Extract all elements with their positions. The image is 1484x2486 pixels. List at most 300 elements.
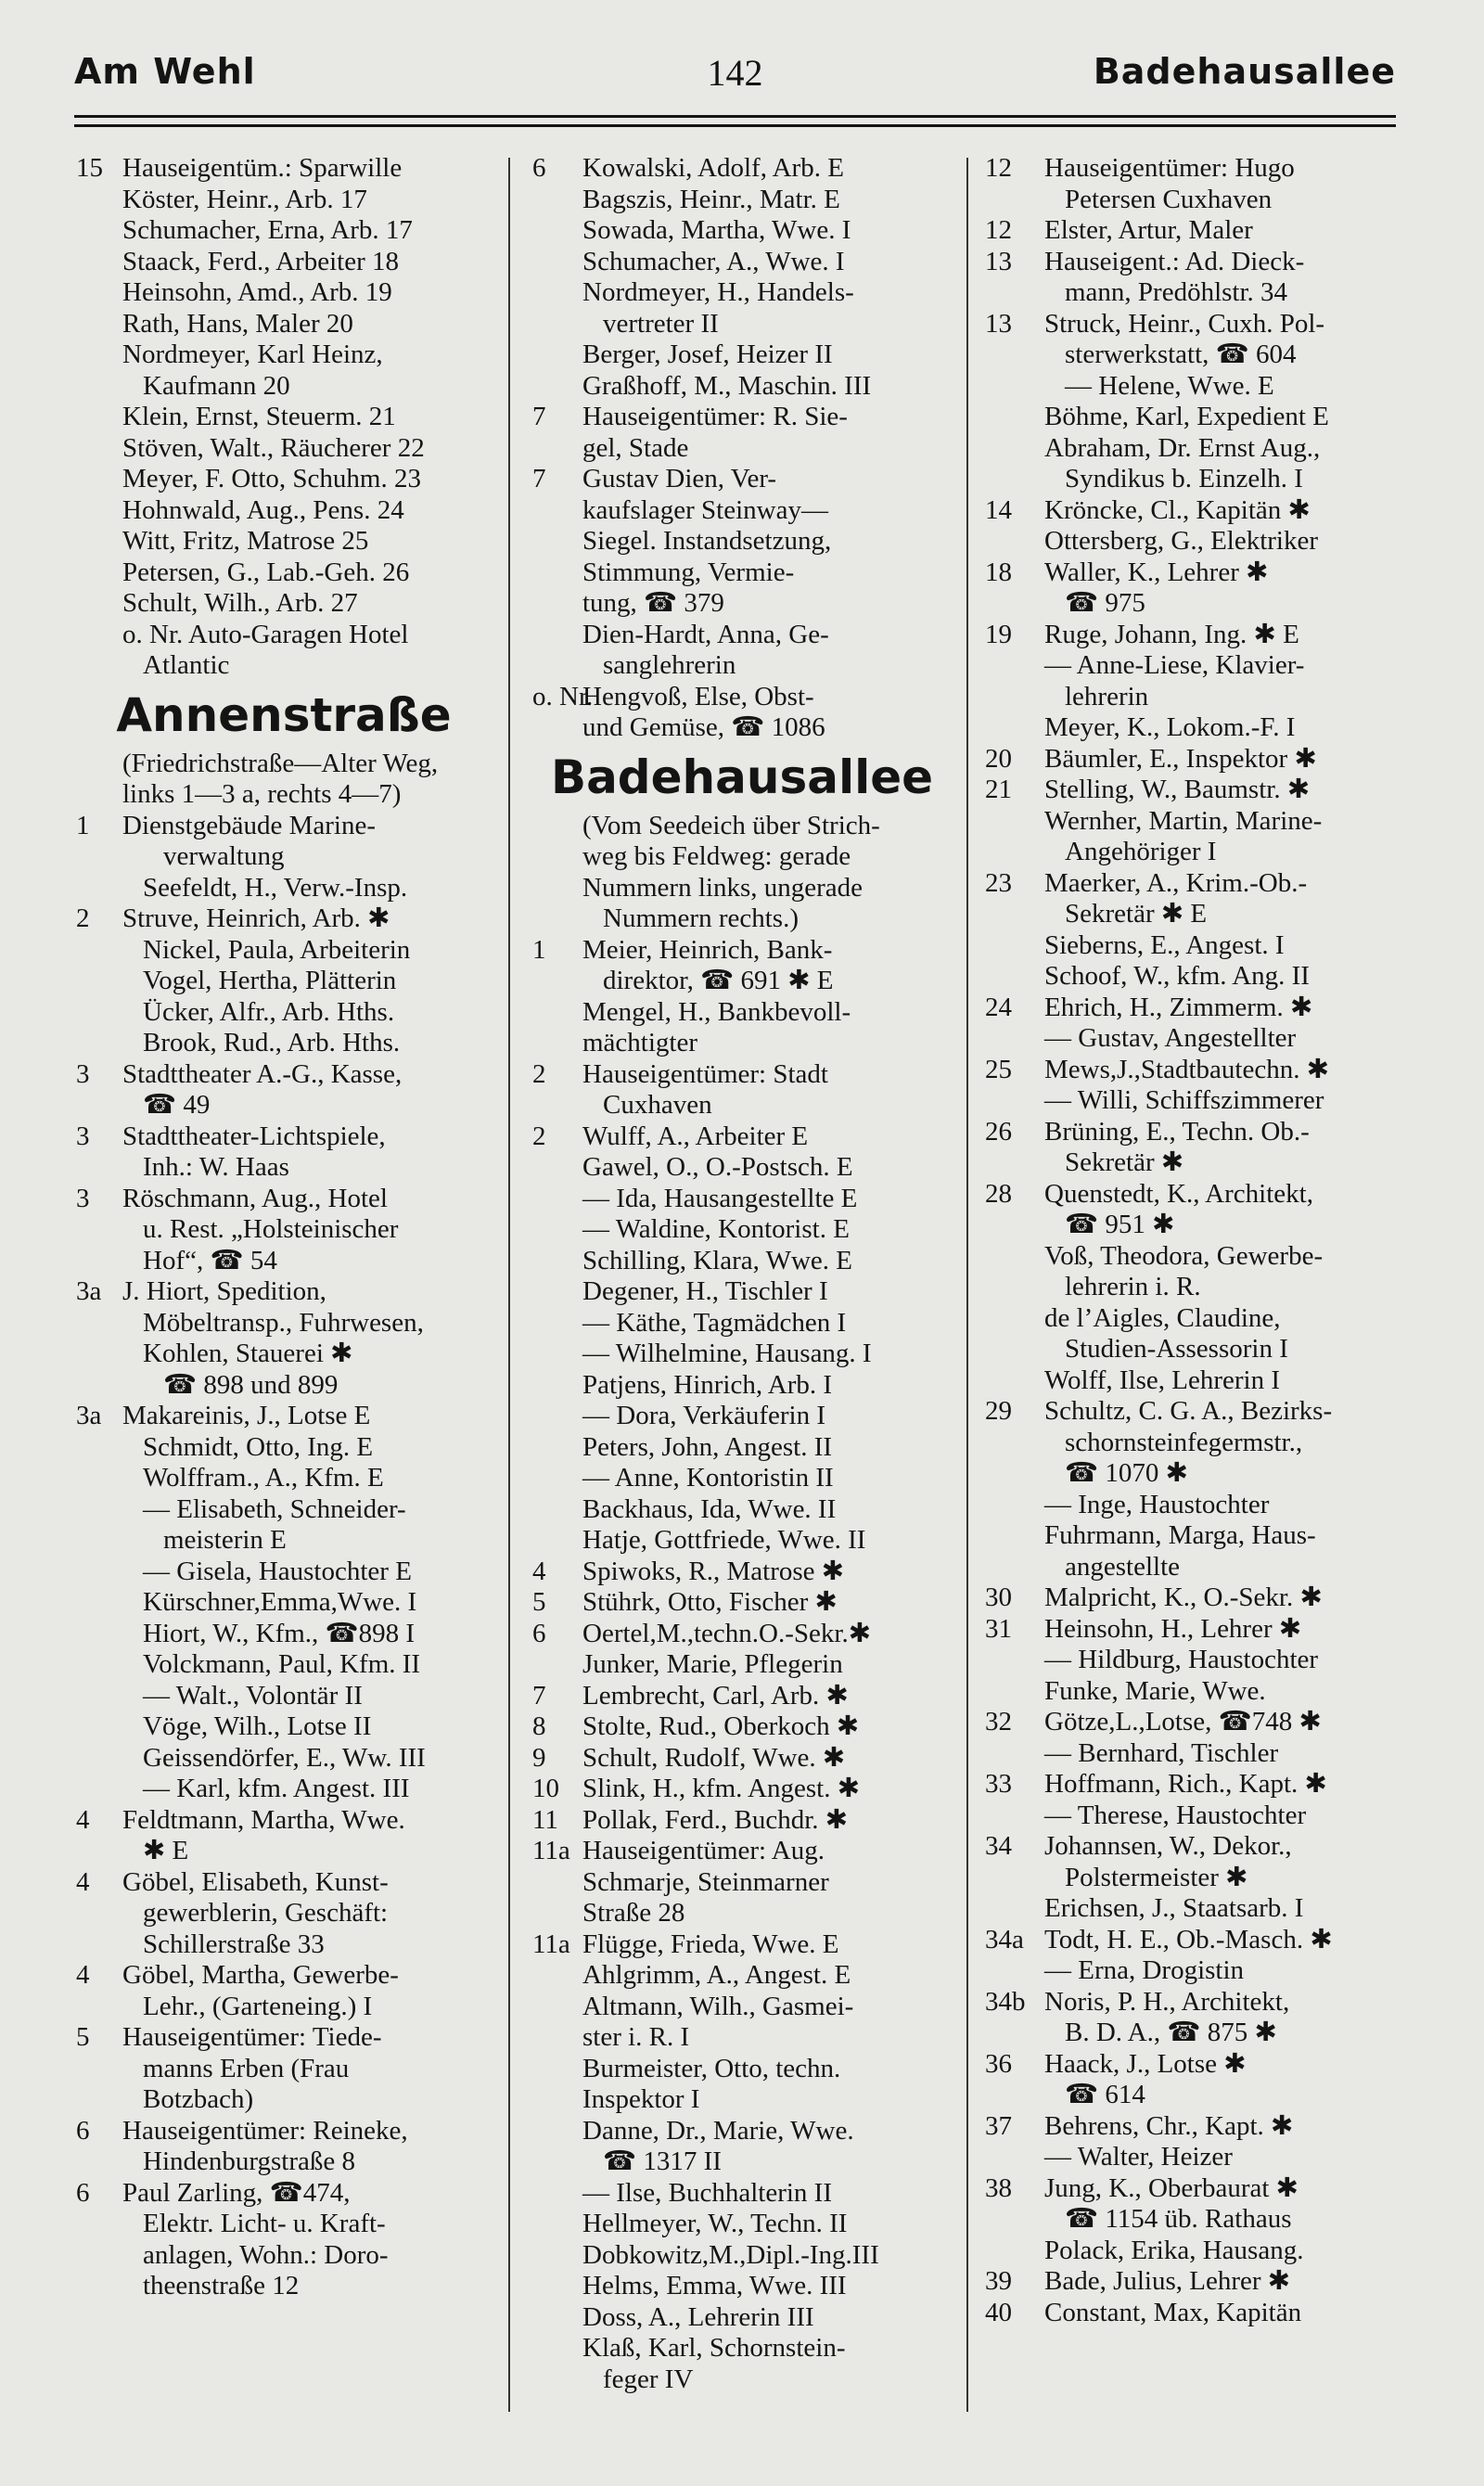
directory-line [76, 1059, 492, 1091]
directory-line [985, 2111, 1412, 2143]
directory-line [532, 371, 952, 403]
entry-text: Bade, Julius, Lehrer ✱ [1044, 2266, 1291, 2296]
house-number: 3 [76, 1121, 90, 1151]
directory-line [532, 2116, 952, 2147]
directory-line [532, 2271, 952, 2302]
directory-line [985, 2204, 1412, 2236]
entry-text: ☎ 898 und 899 [163, 1369, 339, 1400]
directory-line [532, 1557, 952, 1588]
directory-line [532, 433, 952, 465]
entry-text: Nummern rechts.) [603, 903, 799, 933]
house-number: 21 [985, 775, 1012, 804]
directory-line [76, 1525, 492, 1557]
entry-text: Funke, Marie, Wwe. [1044, 1675, 1266, 1706]
house-number: 3a [76, 1276, 102, 1306]
entry-text: ☎ 1070 ✱ [1065, 1458, 1188, 1488]
house-number: 12 [985, 215, 1012, 245]
entry-text: Hengvoß, Else, Obst- [582, 681, 814, 711]
directory-line [985, 2173, 1412, 2205]
directory-line [985, 1365, 1412, 1397]
house-number: 4 [76, 1804, 90, 1835]
entry-text: Seefeldt, H., Verw.-Insp. [143, 872, 408, 903]
directory-line [985, 1738, 1412, 1770]
directory-line [532, 1308, 952, 1339]
directory-line [985, 1614, 1412, 1646]
entry-text: Böhme, Karl, Expedient E [1044, 402, 1329, 431]
directory-line [985, 1800, 1412, 1832]
house-number: 34b [985, 1986, 1026, 2017]
directory-line [985, 1117, 1412, 1148]
entry-text: o. Nr. Auto-Garagen Hotel [122, 619, 409, 649]
entry-text: Wulff, A., Arbeiter E [582, 1121, 809, 1151]
entry-text: (Friedrichstraße—Alter Weg, [122, 748, 439, 778]
house-number: 3a [76, 1401, 102, 1430]
directory-line [985, 1428, 1412, 1459]
directory-line [985, 526, 1412, 557]
house-number: 26 [985, 1116, 1012, 1147]
entry-text: meisterin E [163, 1525, 287, 1555]
entry-text: Hoffmann, Rich., Kapt. ✱ [1044, 1769, 1327, 1799]
directory-line [76, 2116, 492, 2147]
entry-text: Stadttheater A.-G., Kasse, [122, 1058, 403, 1089]
entry-text: — Inge, Haustochter [1044, 1489, 1270, 1519]
directory-line [532, 215, 952, 247]
entry-text: gewerblerin, Geschäft: [143, 1898, 389, 1928]
directory-line [532, 1463, 952, 1494]
directory-line [76, 588, 492, 620]
entry-text: — Bernhard, Tischler [1044, 1737, 1279, 1768]
directory-line [532, 1090, 952, 1121]
entry-text: Struve, Heinrich, Arb. ✱ [122, 903, 390, 933]
entry-text: ☎ 951 ✱ [1065, 1210, 1175, 1239]
directory-line [985, 185, 1412, 216]
directory-line [985, 1552, 1412, 1583]
entry-text: — Karl, kfm. Angest. III [143, 1774, 410, 1803]
entry-text: Dobkowitz,M.,Dipl.-Ing.III [582, 2239, 879, 2270]
entry-text: Wolffram., A., Kfm. E [143, 1463, 384, 1493]
house-number: o. Nr. [532, 681, 594, 711]
directory-line [76, 1774, 492, 1805]
directory-line [985, 1303, 1412, 1335]
directory-line [532, 1184, 952, 1215]
entry-text: theenstraße 12 [143, 2271, 300, 2300]
entry-text: Vogel, Hertha, Plätterin [143, 966, 397, 995]
directory-line [532, 2178, 952, 2210]
directory-line [76, 495, 492, 527]
directory-line [76, 873, 492, 904]
house-number: 6 [532, 153, 546, 183]
entry-text: Wernher, Martin, Marine- [1044, 805, 1323, 836]
entry-text: Abraham, Dr. Ernst Aug., [1044, 432, 1321, 463]
directory-line [76, 402, 492, 433]
directory-line [985, 247, 1412, 278]
entry-text: Sowada, Martha, Wwe. I [582, 215, 851, 245]
directory-line [532, 1619, 952, 1650]
directory-line [532, 1711, 952, 1743]
entry-text: Angehöriger I [1065, 837, 1217, 866]
directory-line [532, 1774, 952, 1805]
entry-text: J. Hiort, Spedition, [122, 1276, 326, 1306]
header-right-street: Badehausallee [1093, 51, 1396, 92]
directory-line [532, 1681, 952, 1712]
entry-text: Noris, P. H., Architekt, [1044, 1986, 1290, 2017]
entry-text: Burmeister, Otto, techn. [582, 2053, 841, 2083]
directory-line [76, 966, 492, 997]
house-number: 29 [985, 1396, 1012, 1426]
entry-text: Behrens, Chr., Kapt. ✱ [1044, 2110, 1294, 2141]
directory-line [76, 1246, 492, 1277]
entry-text: Hatje, Gottfriede, Wwe. II [582, 1525, 866, 1555]
directory-line [76, 903, 492, 935]
directory-line [76, 1401, 492, 1432]
house-number: 5 [532, 1587, 546, 1617]
entry-text: ✱ E [143, 1836, 189, 1865]
entry-text: links 1—3 a, rechts 4—7) [122, 779, 402, 809]
entry-text: Schillerstraße 33 [143, 1929, 325, 1959]
house-number: 11a [532, 1929, 570, 1959]
directory-line [76, 2271, 492, 2302]
entry-text: verwaltung [163, 841, 285, 871]
directory-line [532, 1152, 952, 1184]
directory-line [76, 1557, 492, 1588]
entry-text: Oertel,M.,techn.O.-Sekr.✱ [582, 1618, 871, 1648]
directory-line [985, 1955, 1412, 1987]
directory-line [76, 1711, 492, 1743]
directory-line [532, 903, 952, 935]
entry-text: Fuhrmann, Marga, Haus- [1044, 1520, 1316, 1550]
entry-text: Pollak, Ferd., Buchdr. ✱ [582, 1804, 849, 1835]
entry-text: Gawel, O., O.-Postsch. E [582, 1152, 853, 1182]
directory-line [532, 2333, 952, 2364]
directory-line [76, 1743, 492, 1775]
directory-line [985, 620, 1412, 651]
entry-text: kaufslager Steinway— [582, 494, 828, 525]
directory-line [985, 1023, 1412, 1055]
directory-line [985, 1241, 1412, 1273]
entry-text: feger IV [603, 2364, 694, 2394]
directory-line [76, 1090, 492, 1121]
directory-line [532, 2302, 952, 2334]
directory-line [76, 185, 492, 216]
directory-line [985, 277, 1412, 309]
directory-line [532, 811, 952, 842]
entry-text: ☎ 614 [1065, 2080, 1145, 2109]
entry-text: Hauseigent.: Ad. Dieck- [1044, 246, 1305, 276]
directory-line [76, 247, 492, 278]
directory-line [76, 2054, 492, 2085]
directory-line [532, 1743, 952, 1775]
house-number: 37 [985, 2110, 1012, 2141]
house-number: 34 [985, 1831, 1012, 1861]
entry-text: Ruge, Johann, Ing. ✱ E [1044, 619, 1299, 649]
directory-line [985, 340, 1412, 371]
entry-text: Mengel, H., Bankbevoll- [582, 996, 851, 1027]
entry-text: Malpricht, K., O.-Sekr. ✱ [1044, 1583, 1323, 1612]
entry-text: Nordmeyer, H., Handels- [582, 277, 854, 307]
entry-text: — Hildburg, Haustochter [1044, 1645, 1319, 1674]
entry-text: Petersen Cuxhaven [1065, 184, 1273, 214]
directory-line [985, 2298, 1412, 2329]
directory-line [76, 1649, 492, 1681]
directory-line [76, 1214, 492, 1246]
directory-line [76, 153, 492, 185]
directory-line [76, 2146, 492, 2178]
entry-text: Kröncke, Cl., Kapitän ✱ [1044, 494, 1311, 525]
house-number: 1 [532, 934, 546, 965]
directory-line [76, 1028, 492, 1059]
directory-line [532, 526, 952, 557]
directory-line [532, 1898, 952, 1929]
directory-line [985, 1925, 1412, 1956]
entry-text: lehrerin [1065, 681, 1149, 711]
directory-line [985, 153, 1412, 185]
house-number: 11a [532, 1836, 570, 1865]
directory-line [985, 215, 1412, 247]
entry-text: Mews,J.,Stadtbautechn. ✱ [1044, 1054, 1330, 1084]
directory-line [76, 1898, 492, 1929]
entry-text: Stührk, Otto, Fischer ✱ [582, 1587, 838, 1617]
entry-text: ☎ 1154 üb. Rathaus [1065, 2204, 1292, 2234]
entry-text: weg bis Feldweg: gerade [582, 841, 851, 871]
directory-line [532, 464, 952, 495]
entry-text: Graßhoff, M., Maschin. III [582, 370, 872, 401]
entry-text: Geissendörfer, E., Ww. III [143, 1742, 426, 1773]
directory-line [985, 650, 1412, 682]
directory-line [532, 1246, 952, 1277]
directory-line [76, 1805, 492, 1837]
house-number: 30 [985, 1583, 1012, 1612]
directory-line [532, 935, 952, 967]
entry-text: Jung, K., Oberbaurat ✱ [1044, 2172, 1298, 2203]
directory-line [532, 588, 952, 620]
directory-line [76, 215, 492, 247]
entry-text: Petersen, G., Lab.-Geh. 26 [122, 557, 410, 587]
entry-text: — Ilse, Buchhalterin II [582, 2177, 832, 2208]
directory-line [532, 557, 952, 589]
entry-text: mächtigter [582, 1028, 698, 1057]
directory-line [985, 2049, 1412, 2081]
house-number: 32 [985, 1707, 1012, 1736]
entry-text: Witt, Fritz, Matrose 25 [122, 526, 369, 556]
entry-text: — Wilhelmine, Hausang. I [582, 1339, 872, 1368]
entry-text: Ahlgrimm, A., Angest. E [582, 1960, 851, 1990]
entry-text: — Käthe, Tagmädchen I [582, 1307, 847, 1338]
directory-line [76, 1432, 492, 1464]
directory-line [76, 1121, 492, 1153]
directory-line [985, 588, 1412, 620]
entry-text: Schult, Wilh., Arb. 27 [122, 588, 358, 618]
entry-text: lehrerin i. R. [1065, 1272, 1201, 1301]
entry-text: Kohlen, Stauerei ✱ [143, 1339, 353, 1368]
house-number: 40 [985, 2297, 1012, 2327]
entry-text: Slink, H., kfm. Angest. ✱ [582, 1774, 861, 1803]
entry-text: Hauseigentümer: Aug. [582, 1836, 825, 1865]
entry-text: Schumacher, A., Wwe. I [582, 246, 845, 276]
entry-text: Schoof, W., kfm. Ang. II [1044, 961, 1310, 991]
entry-text: Sekretär ✱ [1065, 1147, 1184, 1177]
entry-text: Schmarje, Steinmarner [582, 1866, 829, 1897]
entry-text: Erichsen, J., Staatsarb. I [1044, 1893, 1304, 1923]
directory-line [985, 1272, 1412, 1303]
entry-text: schornsteinfegermstr., [1065, 1427, 1303, 1457]
directory-line [985, 557, 1412, 589]
directory-line [76, 1184, 492, 1215]
entry-text: Hohnwald, Aug., Pens. 24 [122, 494, 404, 525]
entry-text: Polack, Erika, Hausang. [1044, 2235, 1304, 2265]
directory-line [76, 1370, 492, 1402]
directory-line [985, 1863, 1412, 1894]
house-number: 18 [985, 557, 1012, 587]
directory-line [532, 873, 952, 904]
entry-text: Atlantic [143, 650, 230, 680]
entry-text: Nordmeyer, Karl Heinz, [122, 340, 383, 369]
directory-line [76, 277, 492, 309]
directory-line [532, 277, 952, 309]
directory-line [76, 464, 492, 495]
directory-line [985, 1210, 1412, 1241]
entry-text: Meier, Heinrich, Bank- [582, 934, 833, 965]
entry-text: Hauseigentümer: Hugo [1044, 153, 1295, 183]
directory-line [532, 1649, 952, 1681]
entry-text: Altmann, Wilh., Gasmei- [582, 1991, 854, 2021]
entry-text: — Walter, Heizer [1044, 2142, 1233, 2172]
entry-text: Vöge, Wilh., Lotse II [143, 1711, 372, 1741]
house-number: 25 [985, 1054, 1012, 1084]
entry-text: ☎ 975 [1065, 588, 1145, 618]
entry-text: Makareinis, J., Lotse E [122, 1401, 371, 1430]
house-number: 6 [76, 2115, 90, 2146]
entry-text: sterwerkstatt, ☎ 604 [1065, 340, 1297, 369]
entry-text: Straße 28 [582, 1898, 685, 1928]
house-number: 15 [76, 153, 103, 183]
entry-text: — Walt., Volontär II [143, 1680, 363, 1711]
entry-text: (Vom Seedeich über Strich- [582, 810, 880, 840]
entry-text: Paul Zarling, ☎474, [122, 2177, 351, 2208]
directory-line [985, 1831, 1412, 1863]
directory-line [532, 1276, 952, 1308]
directory-line [76, 1308, 492, 1339]
directory-line [76, 2240, 492, 2272]
entry-text: Feldtmann, Martha, Wwe. [122, 1804, 405, 1835]
directory-line [532, 153, 952, 185]
directory-line [985, 1458, 1412, 1490]
house-number: 7 [532, 464, 546, 493]
entry-text: Hof“, ☎ 54 [143, 1245, 277, 1275]
directory-line [532, 2209, 952, 2240]
entry-text: Nummern links, ungerade [582, 872, 864, 903]
directory-line [985, 961, 1412, 993]
directory-line [532, 1805, 952, 1837]
directory-line [76, 2084, 492, 2116]
house-number: 34a [985, 1924, 1024, 1954]
column-3 [985, 153, 1412, 2328]
entry-text: Schilling, Klara, Wwe. E [582, 1245, 853, 1275]
house-number: 8 [532, 1711, 546, 1741]
entry-text: Cuxhaven [603, 1090, 712, 1120]
directory-line [532, 841, 952, 873]
header-rule-top [74, 115, 1396, 118]
directory-line [532, 682, 952, 713]
entry-text: Struck, Heinr., Cuxh. Pol- [1044, 308, 1325, 339]
entry-text: Volckmann, Paul, Kfm. II [143, 1649, 421, 1679]
house-number: 2 [532, 1058, 546, 1089]
directory-line [532, 712, 952, 744]
directory-line [532, 1059, 952, 1091]
entry-text: Heinsohn, H., Lehrer ✱ [1044, 1613, 1302, 1644]
directory-line [76, 2209, 492, 2240]
entry-text: gel, Stade [582, 432, 689, 463]
directory-line [532, 495, 952, 527]
entry-text: — Waldine, Kontorist. E [582, 1214, 850, 1244]
directory-line [985, 495, 1412, 527]
directory-line [532, 650, 952, 682]
header-rule-bottom [74, 124, 1396, 127]
column-separator [508, 158, 510, 2412]
directory-line [76, 340, 492, 371]
house-number: 12 [985, 153, 1012, 183]
entry-text: Meyer, K., Lokom.-F. I [1044, 712, 1296, 742]
entry-text: vertreter II [603, 308, 719, 339]
entry-text: — Ida, Hausangestellte E [582, 1183, 858, 1213]
house-number: 6 [76, 2177, 90, 2208]
entry-text: Johannsen, W., Dekor., [1044, 1831, 1292, 1861]
directory-line [985, 2142, 1412, 2173]
directory-line [76, 997, 492, 1029]
directory-line [985, 1490, 1412, 1521]
house-number: 7 [532, 1680, 546, 1711]
directory-line [76, 620, 492, 651]
house-number: 10 [532, 1774, 559, 1803]
entry-text: Waller, K., Lehrer ✱ [1044, 557, 1269, 587]
entry-text: Polstermeister ✱ [1065, 1862, 1248, 1892]
entry-text: Kowalski, Adolf, Arb. E [582, 153, 844, 183]
directory-line [76, 1276, 492, 1308]
entry-text: direktor, ☎ 691 ✱ E [603, 966, 834, 995]
entry-text: u. Rest. „Holsteinischer [143, 1214, 399, 1244]
entry-text: Ottersberg, G., Elektriker [1044, 526, 1319, 556]
entry-text: — Erna, Drogistin [1044, 1955, 1245, 1985]
entry-text: — Anne, Kontoristin II [582, 1463, 834, 1493]
directory-line [76, 2022, 492, 2054]
directory-line [985, 1707, 1412, 1738]
entry-text: Lembrecht, Carl, Arb. ✱ [582, 1680, 849, 1711]
entry-text: manns Erben (Frau [143, 2053, 350, 2083]
directory-line [532, 402, 952, 433]
entry-text: mann, Predöhlstr. 34 [1065, 277, 1288, 307]
entry-text: Wolff, Ilse, Lehrerin I [1044, 1365, 1281, 1395]
entry-text: Patjens, Hinrich, Arb. I [582, 1369, 833, 1400]
street-heading: Annenstraße [116, 687, 452, 742]
entry-text: Göbel, Elisabeth, Kunst- [122, 1866, 389, 1897]
directory-line [985, 744, 1412, 775]
column-separator [966, 158, 968, 2412]
entry-text: Dien-Hardt, Anna, Ge- [582, 619, 829, 649]
entry-text: Inspektor I [582, 2084, 700, 2114]
page-number: 142 [707, 52, 763, 94]
entry-text: Degener, H., Tischler I [582, 1276, 828, 1306]
directory-line [76, 1619, 492, 1650]
directory-line [985, 1987, 1412, 2018]
entry-text: Syndikus b. Einzelh. I [1065, 464, 1303, 493]
directory-line [76, 779, 492, 811]
directory-line [532, 1370, 952, 1402]
directory-line [76, 1494, 492, 1526]
entry-text: Staack, Ferd., Arbeiter 18 [122, 246, 399, 276]
directory-line [985, 993, 1412, 1024]
directory-line [532, 1028, 952, 1059]
entry-text: Meyer, F. Otto, Schuhm. 23 [122, 464, 421, 493]
entry-text: Stolte, Rud., Oberkoch ✱ [582, 1711, 860, 1741]
